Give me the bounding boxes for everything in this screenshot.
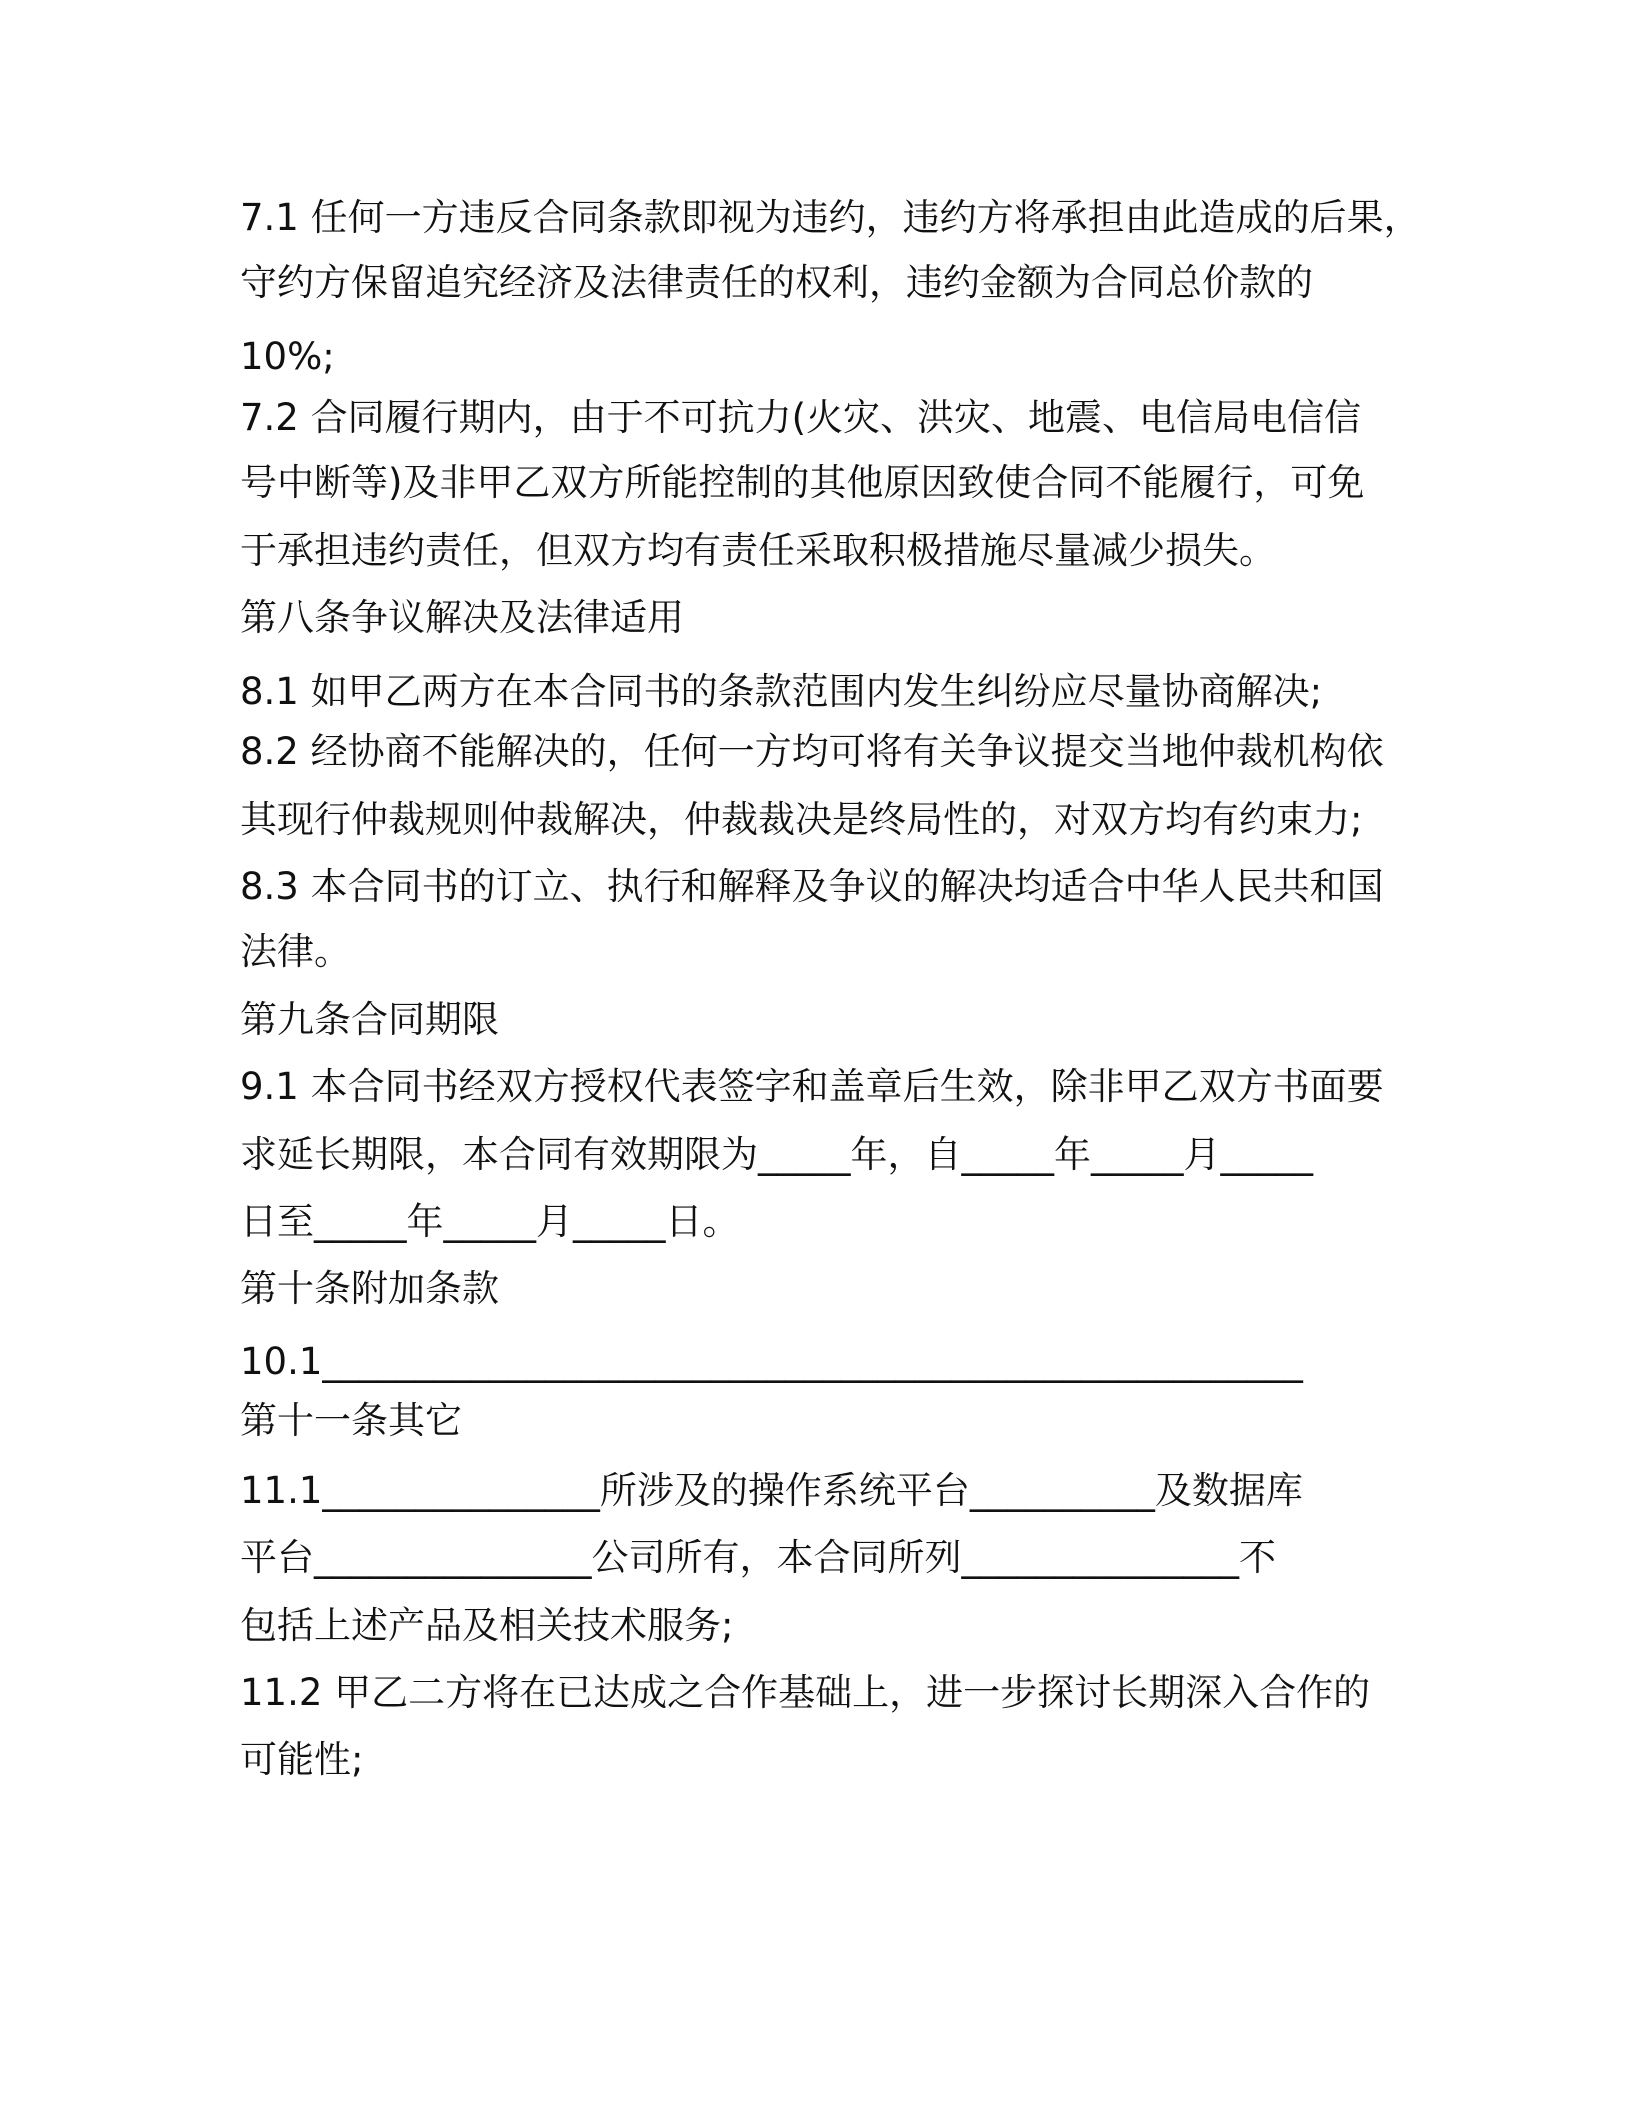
text-line: 11.1_______________所涉及的操作系统平台__________及数据库	[240, 1469, 1303, 1512]
text-line: 日至_____年_____月_____日。	[240, 1200, 740, 1243]
section-heading: 第十条附加条款	[240, 1267, 499, 1310]
text-line: 包括上述产品及相关技术服务;	[240, 1604, 734, 1647]
text-line: 10.1_____________________________________________________	[240, 1340, 1303, 1383]
text-line: 可能性;	[240, 1738, 364, 1781]
text-line: 求延长期限，本合同有效期限为_____年，自_____年_____月_____	[240, 1133, 1313, 1176]
text-line: 号中断等)及非甲乙双方所能控制的其他原因致使合同不能履行，可免	[240, 461, 1365, 504]
text-line: 法律。	[240, 930, 351, 973]
section-heading: 第九条合同期限	[240, 998, 499, 1041]
text-line: 守约方保留追究经济及法律责任的权利，违约金额为合同总价款的	[240, 261, 1313, 304]
section-heading: 第十一条其它	[240, 1399, 462, 1442]
text-line: 8.1 如甲乙两方在本合同书的条款范围内发生纠纷应尽量协商解决;	[240, 670, 1323, 713]
text-line: 于承担违约责任，但双方均有责任采取积极措施尽量减少损失。	[240, 529, 1276, 572]
text-line: 7.1 任何一方违反合同条款即视为违约，违约方将承担由此造成的后果，	[240, 196, 1421, 239]
text-line: 平台_______________公司所有，本合同所列_______________不	[240, 1536, 1276, 1579]
section-heading: 第八条争议解决及法律适用	[240, 596, 684, 639]
text-line: 8.2 经协商不能解决的，任何一方均可将有关争议提交当地仲裁机构依	[240, 730, 1384, 773]
text-line: 10%;	[240, 335, 335, 378]
text-line: 7.2 合同履行期内，由于不可抗力(火灾、洪灾、地震、电信局电信信	[240, 396, 1362, 439]
text-line: 其现行仲裁规则仲裁解决，仲裁裁决是终局性的，对双方均有约束力;	[240, 798, 1363, 841]
text-line: 11.2 甲乙二方将在已达成之合作基础上，进一步探讨长期深入合作的	[240, 1671, 1371, 1714]
text-line: 8.3 本合同书的订立、执行和解释及争议的解决均适合中华人民共和国	[240, 865, 1384, 908]
text-line: 9.1 本合同书经双方授权代表签字和盖章后生效，除非甲乙双方书面要	[240, 1065, 1384, 1108]
